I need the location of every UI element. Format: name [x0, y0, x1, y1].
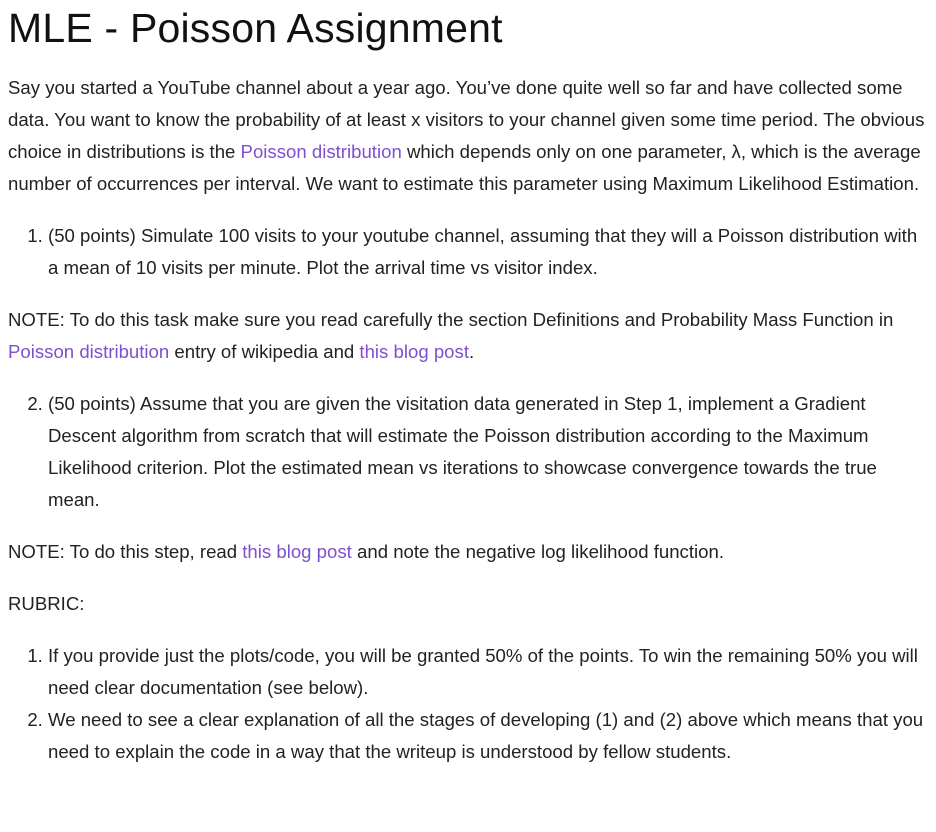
note-task-1 [8, 304, 928, 368]
note1-text-before-link: NOTE: To do this task make sure you read carefully the section Definitions and Probability Mass Function in [8, 309, 894, 330]
poisson-distribution-wiki-link[interactable]: Poisson distribution [8, 341, 170, 362]
rubric-item: 1. If you provide just the plots/code, you will be granted 50% of the points. To win the remaining 50% you will need clear documentation (see below). [48, 640, 928, 704]
note1-text-after-link: . [469, 341, 475, 362]
blog-post-link-2[interactable]: this blog post [242, 541, 352, 562]
poisson-distribution-link[interactable]: Poisson distribution [240, 141, 402, 162]
intro-text-after-link: which depends only on one parameter, λ, which is the average number of occurrences per interval. We want to estimate this parameter using Maximum Likelihood Estimation. [8, 141, 921, 194]
task-list-1 [8, 220, 928, 284]
intro-text-before-link: Say you started a YouTube channel about a year ago. You’ve done quite well so far and have collected some data. You want to know the probability of at least x visitors to your channel given some time period. The obvious choice in distributions is the [8, 77, 925, 162]
rubric-item: 2. We need to see a clear explanation of all the stages of developing (1) and (2) above which means that you need to explain the code in a way that the writeup is understood by fellow students. [48, 704, 928, 768]
note1-text-between-links: entry of wikipedia and [169, 341, 360, 362]
note2-text-before-link: NOTE: To do this step, read [8, 541, 243, 562]
rubric-list [8, 640, 928, 768]
rubric-label: RUBRIC: [8, 593, 85, 614]
page-title: MLE - Poisson Assignment [8, 5, 503, 51]
task-1-item: 1. (50 points) Simulate 100 visits to your youtube channel, assuming that they will a Poisson distribution with a mean of 10 visits per minute. Plot the arrival time vs visitor index. [48, 220, 928, 284]
task-2-item: 2. (50 points) Assume that you are given the visitation data generated in Step 1, implement a Gradient Descent algorithm from scratch that will estimate the Poisson distribution according to the Maximum Likelihood criterion. Plot the estimated mean vs iterations to showcase convergence towards the true mean. [48, 388, 928, 516]
note2-text-after-link: and note the negative log likelihood function. [351, 541, 724, 562]
blog-post-link[interactable]: this blog post [359, 341, 469, 362]
task-list-2 [8, 388, 928, 516]
intro-paragraph [8, 72, 928, 200]
note-task-2 [8, 536, 928, 568]
